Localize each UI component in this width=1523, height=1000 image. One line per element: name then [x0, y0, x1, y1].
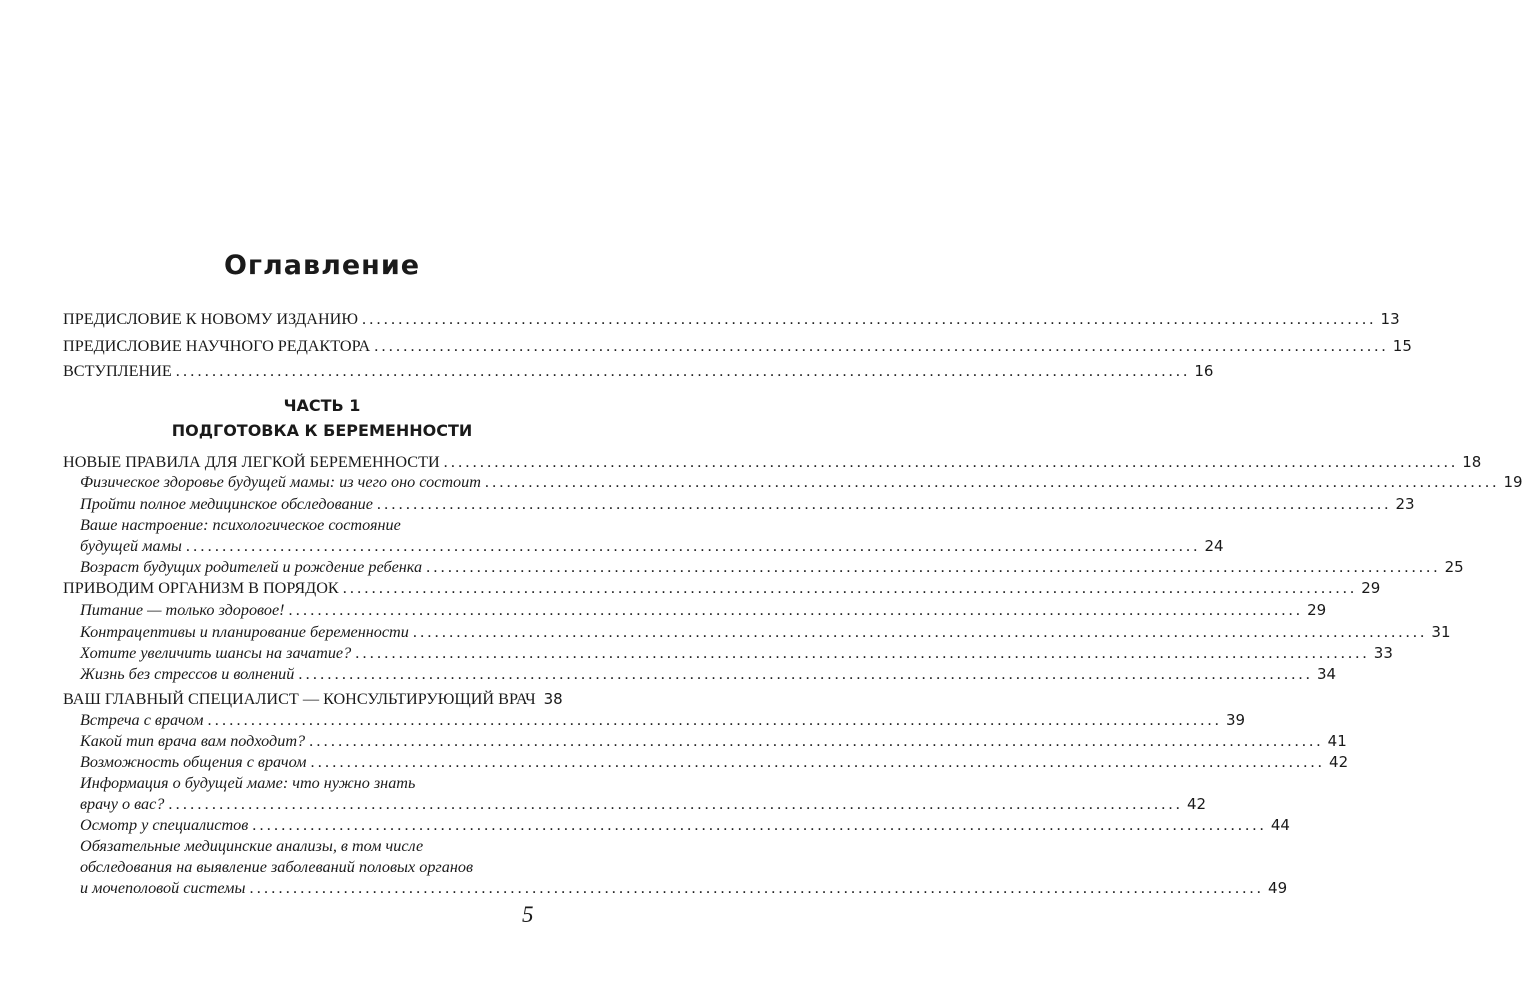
dot-leader: ............................................................................................................................................ — [376, 495, 1392, 513]
entry-text: и мочеполовой системы — [80, 879, 246, 897]
entry-text-line: Информация о будущей маме: что нужно знать — [80, 774, 416, 792]
entry-page: 31 — [1431, 623, 1451, 641]
dot-leader: ............................................................................................................................................ — [355, 644, 1370, 662]
entry-page: 39 — [1226, 711, 1246, 729]
toc-entry-section[interactable] — [80, 710, 1246, 730]
dot-leader: ............................................................................................................................................ — [426, 558, 1441, 576]
toc-entry-section[interactable] — [80, 622, 1451, 642]
entry-page: 23 — [1395, 495, 1415, 513]
toc-entry-section[interactable] — [80, 536, 1224, 556]
dot-leader: ............................................................................................................................................ — [310, 753, 1326, 771]
entry-text: ВАШ ГЛАВНЫЙ СПЕЦИАЛИСТ — КОНСУЛЬТИРУЮЩИЙ ВРАЧ — [63, 690, 536, 708]
entry-text: Возраст будущих родителей и рождение ребенка — [80, 558, 423, 576]
toc-entry-section[interactable] — [80, 643, 1393, 663]
entry-page: 15 — [1392, 337, 1412, 355]
entry-page: 42 — [1329, 753, 1349, 771]
entry-text: врачу о вас? — [80, 795, 165, 813]
toc-entry-section[interactable] — [80, 815, 1290, 835]
entry-page: 33 — [1373, 644, 1393, 662]
entry-text: Осмотр у специалистов — [80, 816, 249, 834]
toc-entry-preface-new-edition[interactable] — [63, 309, 1400, 329]
toc-entry-chapter-3[interactable] — [63, 689, 563, 709]
dot-leader: ............................................................................................................................................ — [412, 623, 1428, 641]
dot-leader: ............................................................................................................................................ — [288, 601, 1304, 619]
entry-page: 41 — [1327, 732, 1347, 750]
entry-page: 29 — [1361, 579, 1381, 597]
toc-entry-introduction[interactable] — [63, 361, 1214, 381]
entry-page: 19 — [1503, 473, 1523, 491]
toc-entry-section[interactable] — [80, 494, 1415, 514]
entry-text: Какой тип врача вам подходит? — [80, 732, 306, 750]
entry-page: 24 — [1204, 537, 1224, 555]
entry-page: 44 — [1270, 816, 1290, 834]
toc-entry-section[interactable] — [80, 664, 1337, 684]
entry-text: Жизнь без стрессов и волнений — [80, 665, 295, 683]
toc-entry-chapter-1[interactable] — [63, 452, 1482, 472]
dot-leader: ............................................................................................................................................ — [361, 310, 1377, 328]
page-number: 5 — [522, 902, 534, 927]
entry-page: 25 — [1444, 558, 1464, 576]
dot-leader: ............................................................................................................................................ — [249, 879, 1265, 897]
toc-entry-section[interactable] — [80, 472, 1523, 492]
toc-entry-section[interactable] — [80, 752, 1349, 772]
entry-text: ПРИВОДИМ ОРГАНИЗМ В ПОРЯДОК — [63, 579, 339, 597]
toc-entry-section[interactable] — [80, 731, 1347, 751]
entry-text: Физическое здоровье будущей мамы: из чего оно состоит — [80, 473, 481, 491]
entry-text-line: Обязательные медицинские анализы, в том числе — [80, 837, 424, 855]
entry-page: 29 — [1307, 601, 1327, 619]
dot-leader: ............................................................................................................................................ — [309, 732, 1324, 750]
entry-text: НОВЫЕ ПРАВИЛА ДЛЯ ЛЕГКОЙ БЕРЕМЕННОСТИ — [63, 453, 440, 471]
entry-text: ПРЕДИСЛОВИЕ НАУЧНОГО РЕДАКТОРА — [63, 337, 371, 355]
entry-text: Хотите увеличить шансы на зачатие? — [80, 644, 352, 662]
entry-page: 49 — [1268, 879, 1288, 897]
entry-page: 38 — [543, 690, 563, 708]
entry-text: Встреча с врачом — [80, 711, 204, 729]
entry-text-line: обследования на выявление заболеваний половых органов — [80, 858, 473, 876]
part-number: ЧАСТЬ 1 — [283, 396, 361, 415]
entry-text: будущей мамы — [80, 537, 182, 555]
dot-leader: ............................................................................................................................................ — [175, 362, 1191, 380]
toc-entry-preface-editor[interactable] — [63, 336, 1412, 356]
entry-text: Питание — только здоровое! — [80, 601, 285, 619]
entry-page: 18 — [1462, 453, 1482, 471]
toc-entry-section[interactable] — [80, 794, 1207, 814]
dot-leader: ............................................................................................................................................ — [484, 473, 1500, 491]
dot-leader: ............................................................................................................................................ — [207, 711, 1223, 729]
toc-entry-section[interactable] — [80, 557, 1464, 577]
dot-leader: ............................................................................................................................................ — [443, 453, 1459, 471]
dot-leader: ............................................................................................................................................ — [168, 795, 1183, 813]
entry-page: 16 — [1194, 362, 1214, 380]
toc-title: Оглавление — [223, 250, 421, 281]
entry-text: ПРЕДИСЛОВИЕ К НОВОМУ ИЗДАНИЮ — [63, 310, 358, 328]
entry-text: Контрацептивы и планирование беременности — [80, 623, 409, 641]
dot-leader: ............................................................................................................................................ — [374, 337, 1389, 355]
dot-leader: ............................................................................................................................................ — [185, 537, 1201, 555]
toc-entry-section[interactable] — [80, 878, 1288, 898]
dot-leader: ............................................................................................................................................ — [342, 579, 1358, 597]
entry-page: 34 — [1316, 665, 1337, 683]
entry-text: ВСТУПЛЕНИЕ — [63, 362, 172, 380]
dot-leader: ............................................................................................................................................ — [298, 665, 1313, 683]
entry-page: 42 — [1186, 795, 1207, 813]
dot-leader: ............................................................................................................................................ — [252, 816, 1267, 834]
entry-text: Пройти полное медицинское обследование — [80, 495, 373, 513]
entry-text: Возможность общения с врачом — [80, 753, 307, 771]
part-title: ПОДГОТОВКА К БЕРЕМЕННОСТИ — [171, 421, 473, 440]
entry-page: 13 — [1380, 310, 1400, 328]
entry-text-line: Ваше настроение: психологическое состояние — [80, 516, 401, 534]
toc-entry-chapter-2[interactable] — [63, 578, 1381, 598]
toc-entry-section[interactable] — [80, 600, 1327, 620]
